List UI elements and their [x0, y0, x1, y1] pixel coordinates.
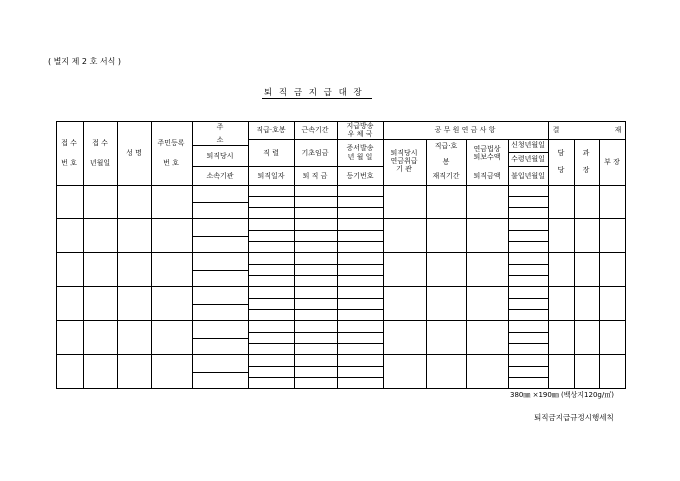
header-name: 성 명: [126, 149, 142, 157]
header-pension-grade: 직급·호: [434, 142, 458, 150]
header-receipt-date-2: 년월일: [89, 159, 111, 167]
header-receive-date: 수령년월일: [511, 155, 545, 163]
header-pension-agency: 퇴직당시: [390, 149, 418, 157]
header-address-2: 소: [216, 136, 224, 144]
header-grade-step: 직급·호봉: [256, 126, 286, 134]
header-rrn-2: 번 호: [163, 159, 179, 167]
header-receipt-number-2: 번 호: [61, 159, 77, 167]
header-cert-date-2: 년 월 일: [347, 153, 373, 161]
header-receipt-number: 접 수: [61, 139, 77, 147]
header-cert-date: 증서발송: [346, 144, 374, 152]
header-base-amount: 기초임금: [301, 149, 329, 157]
header-service-period: 근속기간: [301, 126, 329, 134]
header-section-chief-2: 장: [582, 166, 590, 174]
header-pay-office: 지급방송: [346, 122, 374, 130]
paper-size-note: 380㎜ ×190㎜ (백상지120g/㎡): [510, 391, 614, 399]
header-section-chief: 과: [582, 149, 590, 157]
header-pension-step: 봉: [442, 158, 450, 166]
header-officer: 담: [557, 149, 565, 157]
header-pension-agency-2: 연금취급: [390, 157, 418, 165]
header-pay-date: 불입년월일: [511, 172, 545, 180]
page-title: 퇴 직 금 지 급 대 장: [264, 88, 364, 98]
header-officer-2: 당: [557, 166, 565, 174]
header-dept-at-retire: 퇴직당시: [206, 152, 234, 160]
header-severance-amount: 퇴직금액: [473, 172, 501, 180]
header-affiliation: 소속기관: [206, 172, 234, 180]
header-director: 부 장: [604, 158, 620, 166]
regulation-footer: 퇴직금지급규정시행세칙: [534, 413, 614, 422]
header-pay-office-2: 우 체 국: [347, 130, 373, 138]
header-rrn: 주민등록: [157, 139, 185, 147]
header-address: 주: [216, 123, 224, 131]
header-retire-date: 퇴직일자: [257, 172, 285, 180]
header-approval-2: 재: [614, 126, 622, 134]
header-register-no: 등기번호: [346, 172, 374, 180]
header-pension-section: 공 무 원 연 금 사 항: [434, 126, 496, 134]
header-law-pay: 연금법상: [473, 145, 501, 153]
title-underline: [262, 98, 372, 99]
header-service-years: 재직기간: [432, 172, 460, 180]
header-severance: 퇴 직 금: [302, 172, 328, 180]
form-number-label: ( 별지 제 2 호 서식 ): [48, 57, 121, 66]
header-law-pay-2: 퇴보수액: [473, 153, 501, 161]
header-receipt-date: 접 수: [92, 139, 108, 147]
header-apply-date: 신청년월일: [511, 141, 545, 149]
header-approval: 결: [552, 126, 560, 134]
header-pension-agency-3: 기 관: [396, 165, 412, 173]
header-position: 직 렬: [263, 149, 279, 157]
